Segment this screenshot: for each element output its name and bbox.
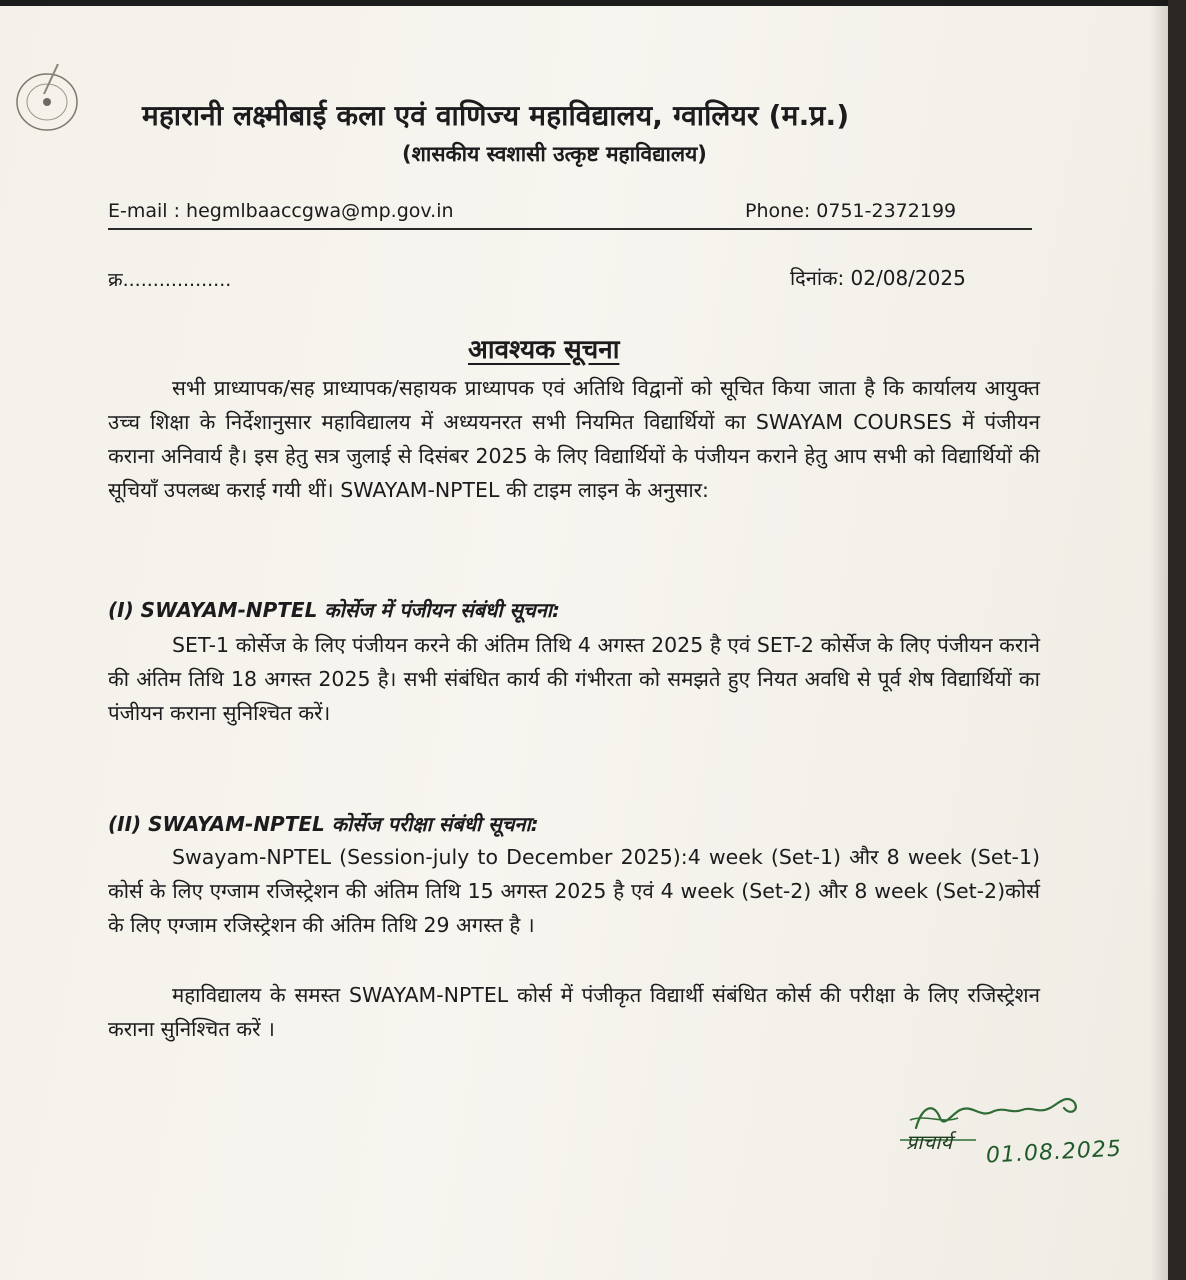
section-2-heading: (II) SWAYAM-NPTEL कोर्सेज परीक्षा संबंधी सूचना: bbox=[108, 812, 539, 836]
section-2-text: Swayam-NPTEL (Session-july to December 2025):4 week (Set-1) और 8 week (Set-1) कोर्स के लिए एग्जाम रजिस्ट्रेशन की अंतिम तिथि 15 अगस्त 2025 है एवं 4 week (Set-2) और 8 week (Set-2)कोर्स के लिए एग्जाम रजिस्ट्रेशन की अंतिम तिथि 29 अगस्त है । bbox=[108, 845, 1040, 937]
college-name: महारानी लक्ष्मीबाई कला एवं वाणिज्य महाविद्यालय, ग्वालियर (म.प्र.) bbox=[142, 99, 850, 132]
principal-signature bbox=[882, 1084, 1162, 1194]
section-2-paragraph-2 bbox=[108, 978, 1040, 1046]
college-seal bbox=[14, 64, 80, 136]
section-1-text: SET-1 कोर्सेज के लिए पंजीयन करने की अंतिम तिथि 4 अगस्त 2025 है एवं SET-2 कोर्सेज के लिए पंजीयन कराने की अंतिम तिथि 18 अगस्त 2025 है। सभी संबंधित कार्य की गंभीरता को समझते हुए नियत अवधि से पूर्व शेष विद्यार्थियों का पंजीयन कराना सुनिश्चित करें। bbox=[108, 633, 1040, 725]
section-2-paragraph bbox=[108, 840, 1040, 942]
section-1-paragraph bbox=[108, 628, 1040, 730]
email-text: E-mail : hegmlbaaccgwa@mp.gov.in bbox=[108, 200, 454, 222]
college-status: (शासकीय स्वशासी उत्कृष्ट महाविद्यालय) bbox=[402, 142, 707, 166]
signature-date: 01.08.2025 bbox=[985, 1136, 1123, 1169]
intro-paragraph bbox=[108, 371, 1040, 507]
top-edge bbox=[0, 0, 1168, 6]
phone-text: Phone: 0751-2372199 bbox=[745, 200, 957, 222]
intro-text: सभी प्राध्यापक/सह प्राध्यापक/सहायक प्राध्यापक एवं अतिथि विद्वानों को सूचित किया जाता है कि कार्यालय आयुक्त उच्च शिक्षा के निर्देशानुसार महाविद्यालय में अध्ययनरत सभी नियमित विद्यार्थियों का SWAYAM COURSES में पंजीयन कराना अनिवार्य है। इस हेतु सत्र जुलाई से दिसंबर 2025 के लिए विद्यार्थियों के पंजीयन कराने हेतु आप सभी को विद्यार्थियों की सूचियाँ उपलब्ध कराई गयी थीं। SWAYAM-NPTEL की टाइम लाइन के अनुसार: bbox=[108, 376, 1040, 502]
reference-number: क्र.................. bbox=[108, 269, 232, 291]
contact-row bbox=[108, 198, 1032, 230]
section-1-heading: (I) SWAYAM-NPTEL कोर्सेज में पंजीयन संबंधी सूचना: bbox=[108, 598, 560, 622]
section-2-text-2: महाविद्यालय के समस्त SWAYAM-NPTEL कोर्स में पंजीकृत विद्यार्थी संबंधित कोर्स की परीक्षा के लिए रजिस्ट्रेशन कराना सुनिश्चित करें । bbox=[108, 983, 1040, 1041]
signature-designation: प्राचार्य bbox=[906, 1130, 953, 1154]
notice-title: आवश्यक सूचना bbox=[468, 335, 620, 365]
notice-date: दिनांक: 02/08/2025 bbox=[790, 266, 966, 290]
